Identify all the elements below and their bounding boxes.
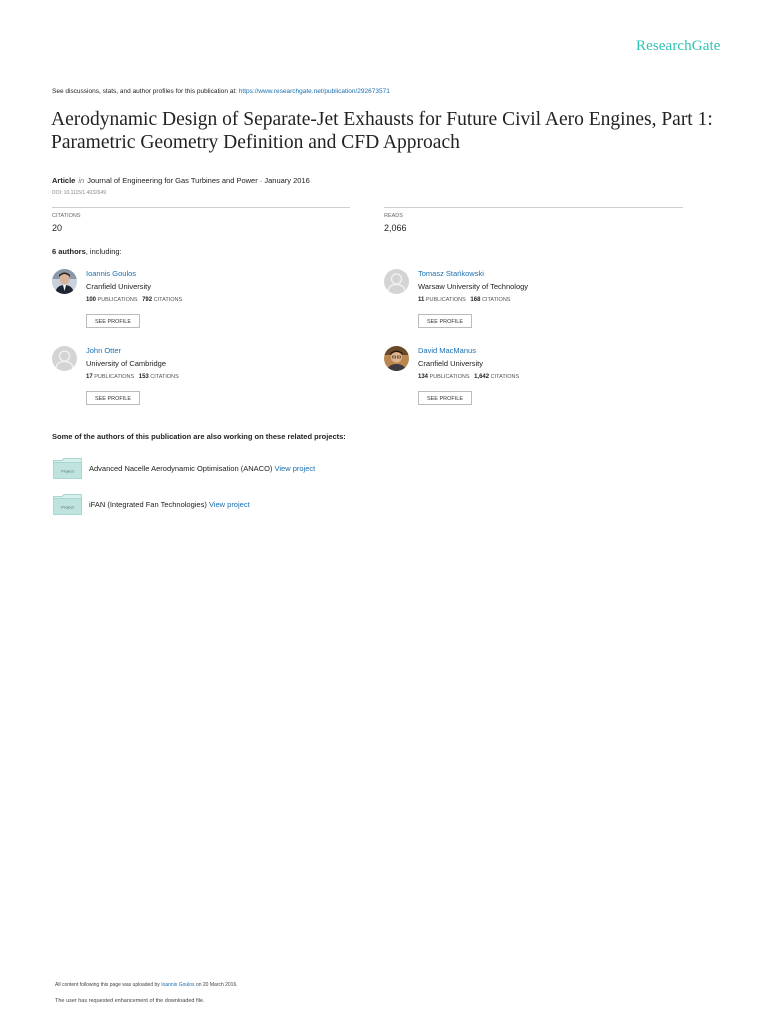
related-projects-heading: Some of the authors of this publication are also working on these related projects:: [52, 432, 346, 441]
author-name[interactable]: Ioannis Goulos: [86, 269, 137, 278]
publications-count: 11: [418, 297, 425, 303]
publications-count: 100: [86, 297, 97, 303]
project-item: [53, 494, 553, 518]
project-text: [89, 464, 315, 473]
enhancement-note: The user has requested enhancement of the downloaded file.: [55, 998, 205, 1004]
default-avatar-icon[interactable]: [384, 269, 409, 294]
project-title: iFAN (Integrated Fan Technologies): [89, 500, 209, 509]
view-project-link[interactable]: View project: [208, 500, 250, 509]
author-name[interactable]: Tomasz Stańkowski: [418, 269, 484, 278]
author-name[interactable]: David MacManus: [418, 346, 476, 355]
author-stats: [86, 374, 179, 380]
author-stats: [86, 297, 182, 303]
venue-date: Journal of Engineering for Gas Turbines and Power · January 2016: [87, 176, 310, 185]
author-institution: University of Cambridge: [86, 359, 167, 368]
publications-label: PUBLICATIONS: [425, 297, 466, 303]
discussion-line: [52, 88, 390, 95]
reads-value: 2,066: [384, 223, 407, 233]
citations-label: CITATIONS: [481, 297, 511, 303]
author-institution: Warsaw University of Technology: [418, 282, 529, 291]
upload-suffix: on 20 March 2016.: [194, 982, 238, 988]
publications-label: PUBLICATIONS: [94, 374, 135, 380]
see-profile-button[interactable]: SEE PROFILE: [418, 391, 472, 405]
author-institution: Cranfield University: [86, 282, 152, 291]
project-item: [53, 458, 553, 482]
publications-count: 17: [86, 374, 93, 380]
photo-avatar-icon[interactable]: [52, 269, 77, 294]
citations-label: CITATIONS: [150, 374, 179, 380]
author-name[interactable]: John Otter: [86, 346, 122, 355]
citations-count: 153: [138, 374, 149, 380]
publication-title: Aerodynamic Design of Separate-Jet Exhausts for Future Civil Aero Engines, Part 1: Parametric Geometry Definition and CFD Approach: [51, 109, 713, 153]
publication-type: Article: [52, 176, 76, 185]
publication-url-link[interactable]: https://www.researchgate.net/publication/292673571: [238, 88, 390, 95]
author-card: [384, 346, 684, 416]
author-card: [384, 269, 684, 339]
publications-label: PUBLICATIONS: [429, 374, 470, 380]
project-icon-label: Project: [61, 504, 74, 510]
discussion-prefix: See discussions, stats, and author profiles for this publication at:: [52, 88, 239, 95]
citations-label: CITATIONS: [490, 374, 520, 380]
citations-count: 792: [142, 297, 153, 303]
reads-label: READS: [384, 213, 403, 219]
project-text: [89, 500, 250, 509]
citations-count: 1,642: [474, 374, 490, 380]
doi: DOI: 10.1115/1.4032649: [52, 190, 107, 196]
authors-suffix: , including:: [85, 247, 122, 256]
authors-count: 6 authors: [52, 247, 86, 256]
default-avatar-icon[interactable]: [52, 346, 77, 371]
author-institution: Cranfield University: [418, 359, 484, 368]
publications-count: 134: [418, 374, 429, 380]
see-profile-button[interactable]: SEE PROFILE: [418, 314, 472, 328]
view-project-link[interactable]: View project: [274, 464, 316, 473]
author-stats: [418, 297, 510, 303]
reads-divider: [384, 207, 683, 208]
project-folder-icon: [53, 494, 82, 515]
project-folder-icon: [53, 458, 82, 479]
project-icon-label: Project: [61, 468, 74, 474]
project-title: Advanced Nacelle Aerodynamic Optimisation (ANACO): [89, 464, 275, 473]
author-card: [52, 269, 352, 339]
author-stats: [418, 374, 519, 380]
publication-meta: [52, 176, 310, 185]
see-profile-button[interactable]: SEE PROFILE: [86, 314, 140, 328]
authors-heading: [52, 247, 122, 256]
uploader-link[interactable]: Ioannis Goulos: [161, 982, 195, 988]
citations-label: CITATIONS: [153, 297, 183, 303]
author-card: [52, 346, 352, 416]
see-profile-button[interactable]: SEE PROFILE: [86, 391, 140, 405]
photo-avatar-icon[interactable]: [384, 346, 409, 371]
citations-divider: [52, 207, 350, 208]
citations-label: CITATIONS: [52, 213, 81, 219]
in-word: in: [78, 176, 85, 185]
publications-label: PUBLICATIONS: [97, 297, 138, 303]
researchgate-logo[interactable]: ResearchGate: [636, 38, 721, 54]
upload-note: [55, 982, 238, 988]
citations-value: 20: [52, 223, 63, 233]
upload-prefix: All content following this page was uploaded by: [55, 982, 162, 988]
citations-count: 168: [470, 297, 481, 303]
